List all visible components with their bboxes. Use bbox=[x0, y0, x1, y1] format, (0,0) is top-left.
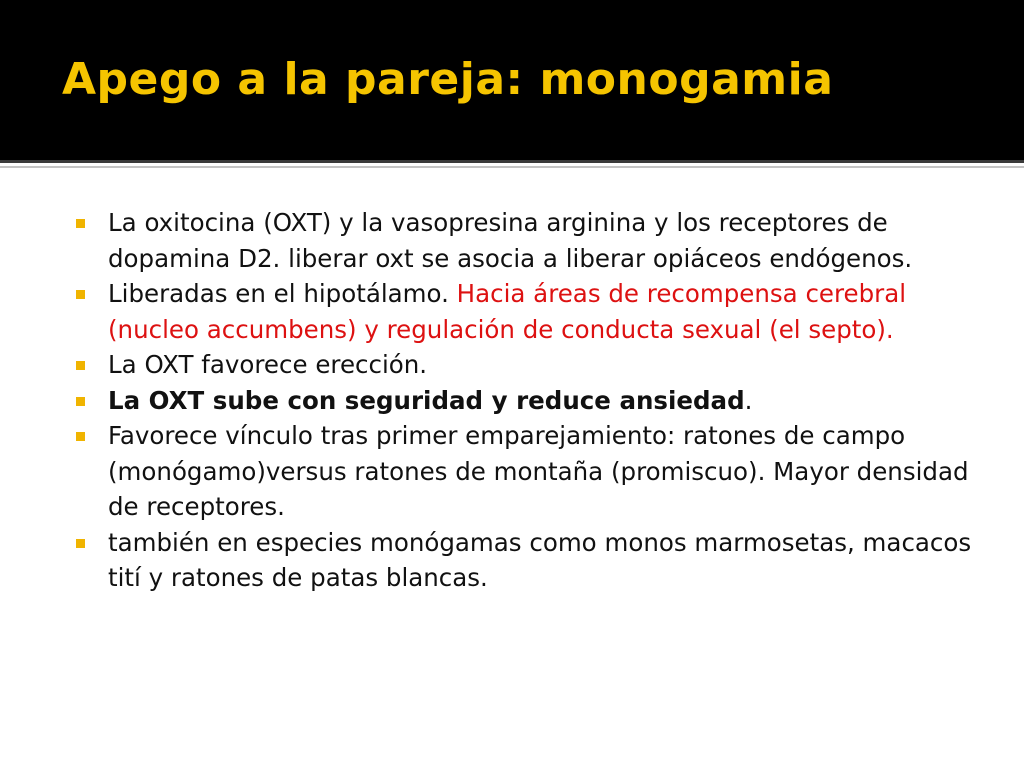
bullet-bold-text: La OXT sube con seguridad y reduce ansiedad bbox=[108, 385, 745, 415]
bullet-text: Favorece vínculo tras primer emparejamiento: ratones de campo (monógamo)versus ratones de montaña (promiscuo). Mayor densidad de receptores. bbox=[108, 421, 969, 521]
bullet-item bbox=[74, 276, 994, 347]
bullet-text-tail: . bbox=[744, 385, 753, 415]
title-divider-dark bbox=[0, 160, 1024, 163]
bullet-item bbox=[74, 383, 994, 419]
bullet-text: Liberadas en el hipotálamo. bbox=[108, 279, 457, 308]
title-divider-light bbox=[0, 166, 1024, 168]
square-bullet-icon bbox=[76, 361, 85, 370]
bullet-item bbox=[74, 205, 994, 276]
square-bullet-icon bbox=[76, 432, 85, 441]
square-bullet-icon bbox=[76, 539, 85, 548]
bullet-item bbox=[74, 347, 994, 383]
slide-title: Apego a la pareja: monogamia bbox=[62, 54, 834, 105]
bullet-text: también en especies monógamas como monos marmosetas, macacos tití y ratones de patas blancas. bbox=[108, 527, 972, 592]
bullet-text: La oxitocina (OXT) y la vasopresina arginina y los receptores de dopamina D2. liberar oxt se asocia a liberar opiáceos endógenos. bbox=[108, 208, 913, 273]
bullet-text: La OXT favorece erección. bbox=[108, 350, 428, 379]
title-band bbox=[0, 0, 1024, 160]
bullet-list bbox=[74, 205, 994, 596]
bullet-highlight-text: Hacia áreas de recompensa cerebral (nucleo accumbens) y regulación de conducta sexual (el septo). bbox=[108, 279, 907, 344]
square-bullet-icon bbox=[76, 219, 85, 228]
square-bullet-icon bbox=[76, 397, 85, 406]
bullet-item bbox=[74, 418, 994, 525]
bullet-item bbox=[74, 525, 994, 596]
square-bullet-icon bbox=[76, 290, 85, 299]
